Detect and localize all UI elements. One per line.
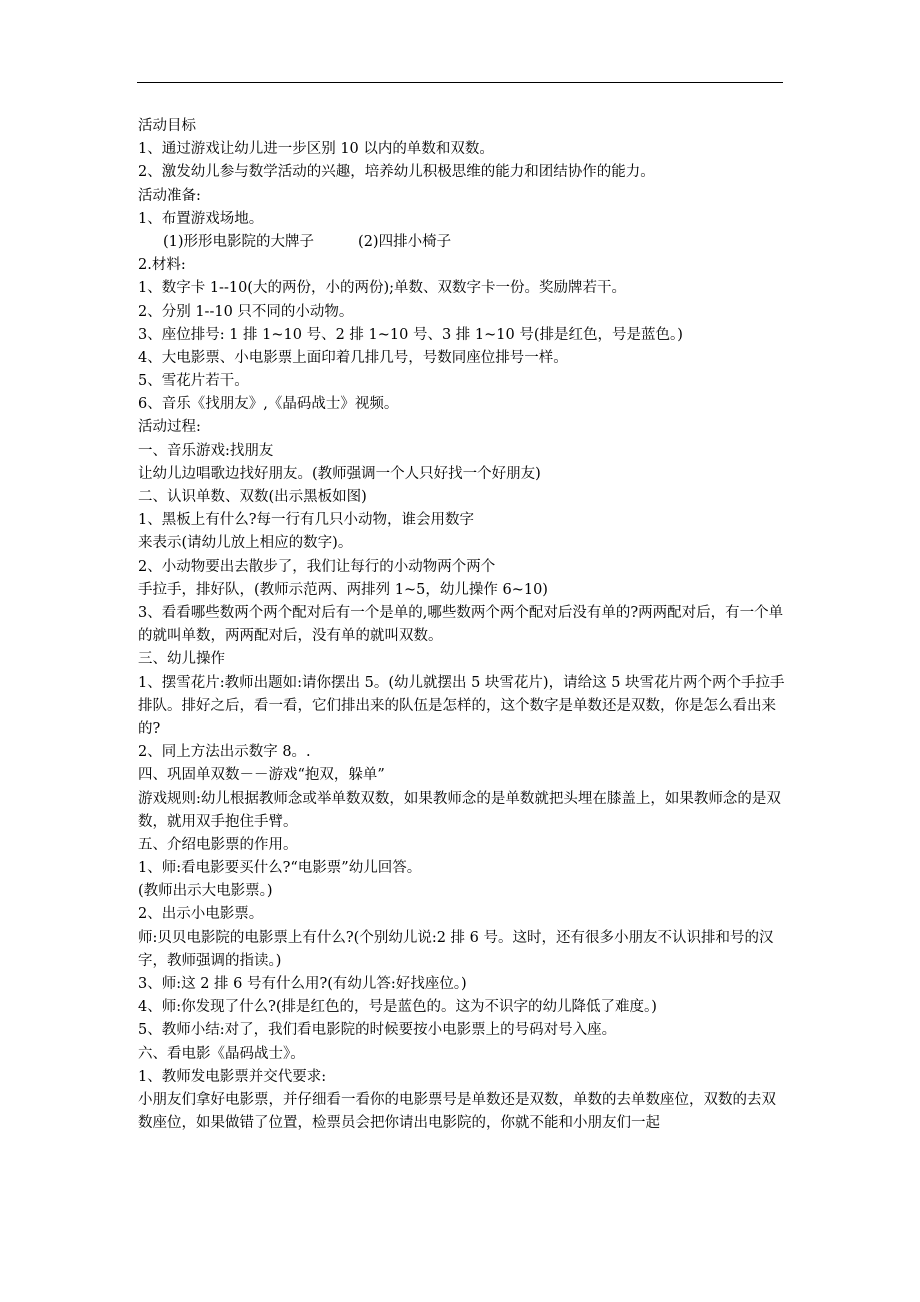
- paragraph: 3、师:这 2 排 6 号有什么用?(有幼儿答:好找座位。): [138, 976, 467, 993]
- venue-item-1: (1)形形电影院的大牌子: [163, 233, 315, 250]
- section-heading: 五、介绍电影票的作用。: [138, 836, 298, 853]
- paragraph: 1、摆雪花片:教师出题如:请你摆出 5。(幼儿就摆出 5 块雪花片)，请给这 5 块雪花片两个两个手拉手排队。排好之后，看一看，它们排出来的队伍是怎样的，这个数字是单数还是双数，你是怎么看出来的?: [138, 674, 785, 737]
- heading-goals: 活动目标: [138, 118, 196, 134]
- header-rule: [137, 82, 783, 83]
- paragraph: 小朋友们拿好电影票，并仔细看一看你的电影票号是单数还是双数，单数的去单数座位，双数的去双数座位，如果做错了位置，检票员会把你请出电影院的，你就不能和小朋友们一起: [138, 1092, 776, 1132]
- paragraph: 3、看看哪些数两个两个配对后有一个是单的,哪些数两个两个配对后没有单的?两两配对后，有一个单的就叫单数，两两配对后，没有单的就叫双数。: [138, 604, 784, 645]
- paragraph: 2、分别 1--10 只不同的小动物。: [138, 303, 354, 320]
- paragraph: 5、雪花片若干。: [138, 373, 249, 390]
- paragraph: (教师出示大电影票。): [138, 883, 273, 900]
- section-heading: 一、音乐游戏:找朋友: [138, 442, 274, 459]
- paragraph: 2、小动物要出去散步了，我们让每行的小动物两个两个: [138, 558, 496, 575]
- paragraph: 2、出示小电影票。: [138, 906, 264, 923]
- paragraph: 1、数字卡 1--10(大的两份，小的两份);单数、双数字卡一份。奖励牌若干。: [138, 280, 627, 297]
- paragraph: 5、教师小结:对了，我们看电影院的时候要按小电影票上的号码对号入座。: [138, 1022, 617, 1039]
- paragraph: 3、座位排号: 1 排 1~10 号、2 排 1~10 号、3 排 1~10 号(排是红色，号是蓝色。): [138, 326, 683, 343]
- document-body: [138, 115, 786, 1135]
- section-heading: 二、认识单数、双数(出示黑板如图): [138, 489, 367, 505]
- paragraph: 让幼儿边唱歌边找好朋友。(教师强调一个人只好找一个好朋友): [138, 465, 541, 482]
- paragraph: 1、教师发电影票并交代要求:: [138, 1068, 327, 1085]
- paragraph: 2、同上方法出示数字 8。.: [138, 744, 311, 761]
- heading-preparation: 活动准备:: [138, 187, 201, 204]
- paragraph: 1、通过游戏让幼儿进一步区别 10 以内的单数和双数。: [138, 141, 494, 158]
- venue-item-2: (2)四排小椅子: [358, 233, 452, 250]
- paragraph: 师:贝贝电影院的电影票上有什么?(个别幼儿说:2 排 6 号。这时，还有很多小朋友不认识排和号的汉字，教师强调的指读。): [138, 929, 774, 969]
- paragraph: 来表示(请幼儿放上相应的数字)。: [138, 535, 353, 552]
- paragraph: 手拉手，排好队，(教师示范两、两排列 1~5，幼儿操作 6~10): [138, 581, 548, 598]
- venue-items: [138, 231, 786, 254]
- paragraph: 1、布置游戏场地。: [138, 210, 264, 227]
- paragraph: 4、大电影票、小电影票上面印着几排几号，号数同座位排号一样。: [138, 349, 568, 366]
- heading-materials: 2.材料:: [138, 257, 186, 274]
- section-heading: 六、看电影《晶码战士》。: [138, 1045, 305, 1062]
- paragraph: 游戏规则:幼儿根据教师念或举单数双数，如果教师念的是单数就把头埋在膝盖上，如果教师念的是双数，就用双手抱住手臂。: [138, 790, 781, 830]
- paragraph: 6、音乐《找朋友》,《晶码战士》视频。: [138, 396, 399, 413]
- paragraph: 4、师:你发现了什么?(排是红色的，号是蓝色的。这为不识字的幼儿降低了难度。): [138, 999, 657, 1016]
- section-heading: 四、巩固单双数－－游戏“抱双，躲单”: [138, 767, 385, 784]
- section-heading: 三、幼儿操作: [138, 651, 225, 668]
- paragraph: 1、黑板上有什么?每一行有几只小动物，谁会用数字: [138, 512, 474, 529]
- heading-process: 活动过程:: [138, 419, 201, 436]
- paragraph: 2、激发幼儿参与数学活动的兴趣，培养幼儿积极思维的能力和团结协作的能力。: [138, 164, 655, 181]
- paragraph: 1、师:看电影要买什么?“电影票”幼儿回答。: [138, 860, 422, 877]
